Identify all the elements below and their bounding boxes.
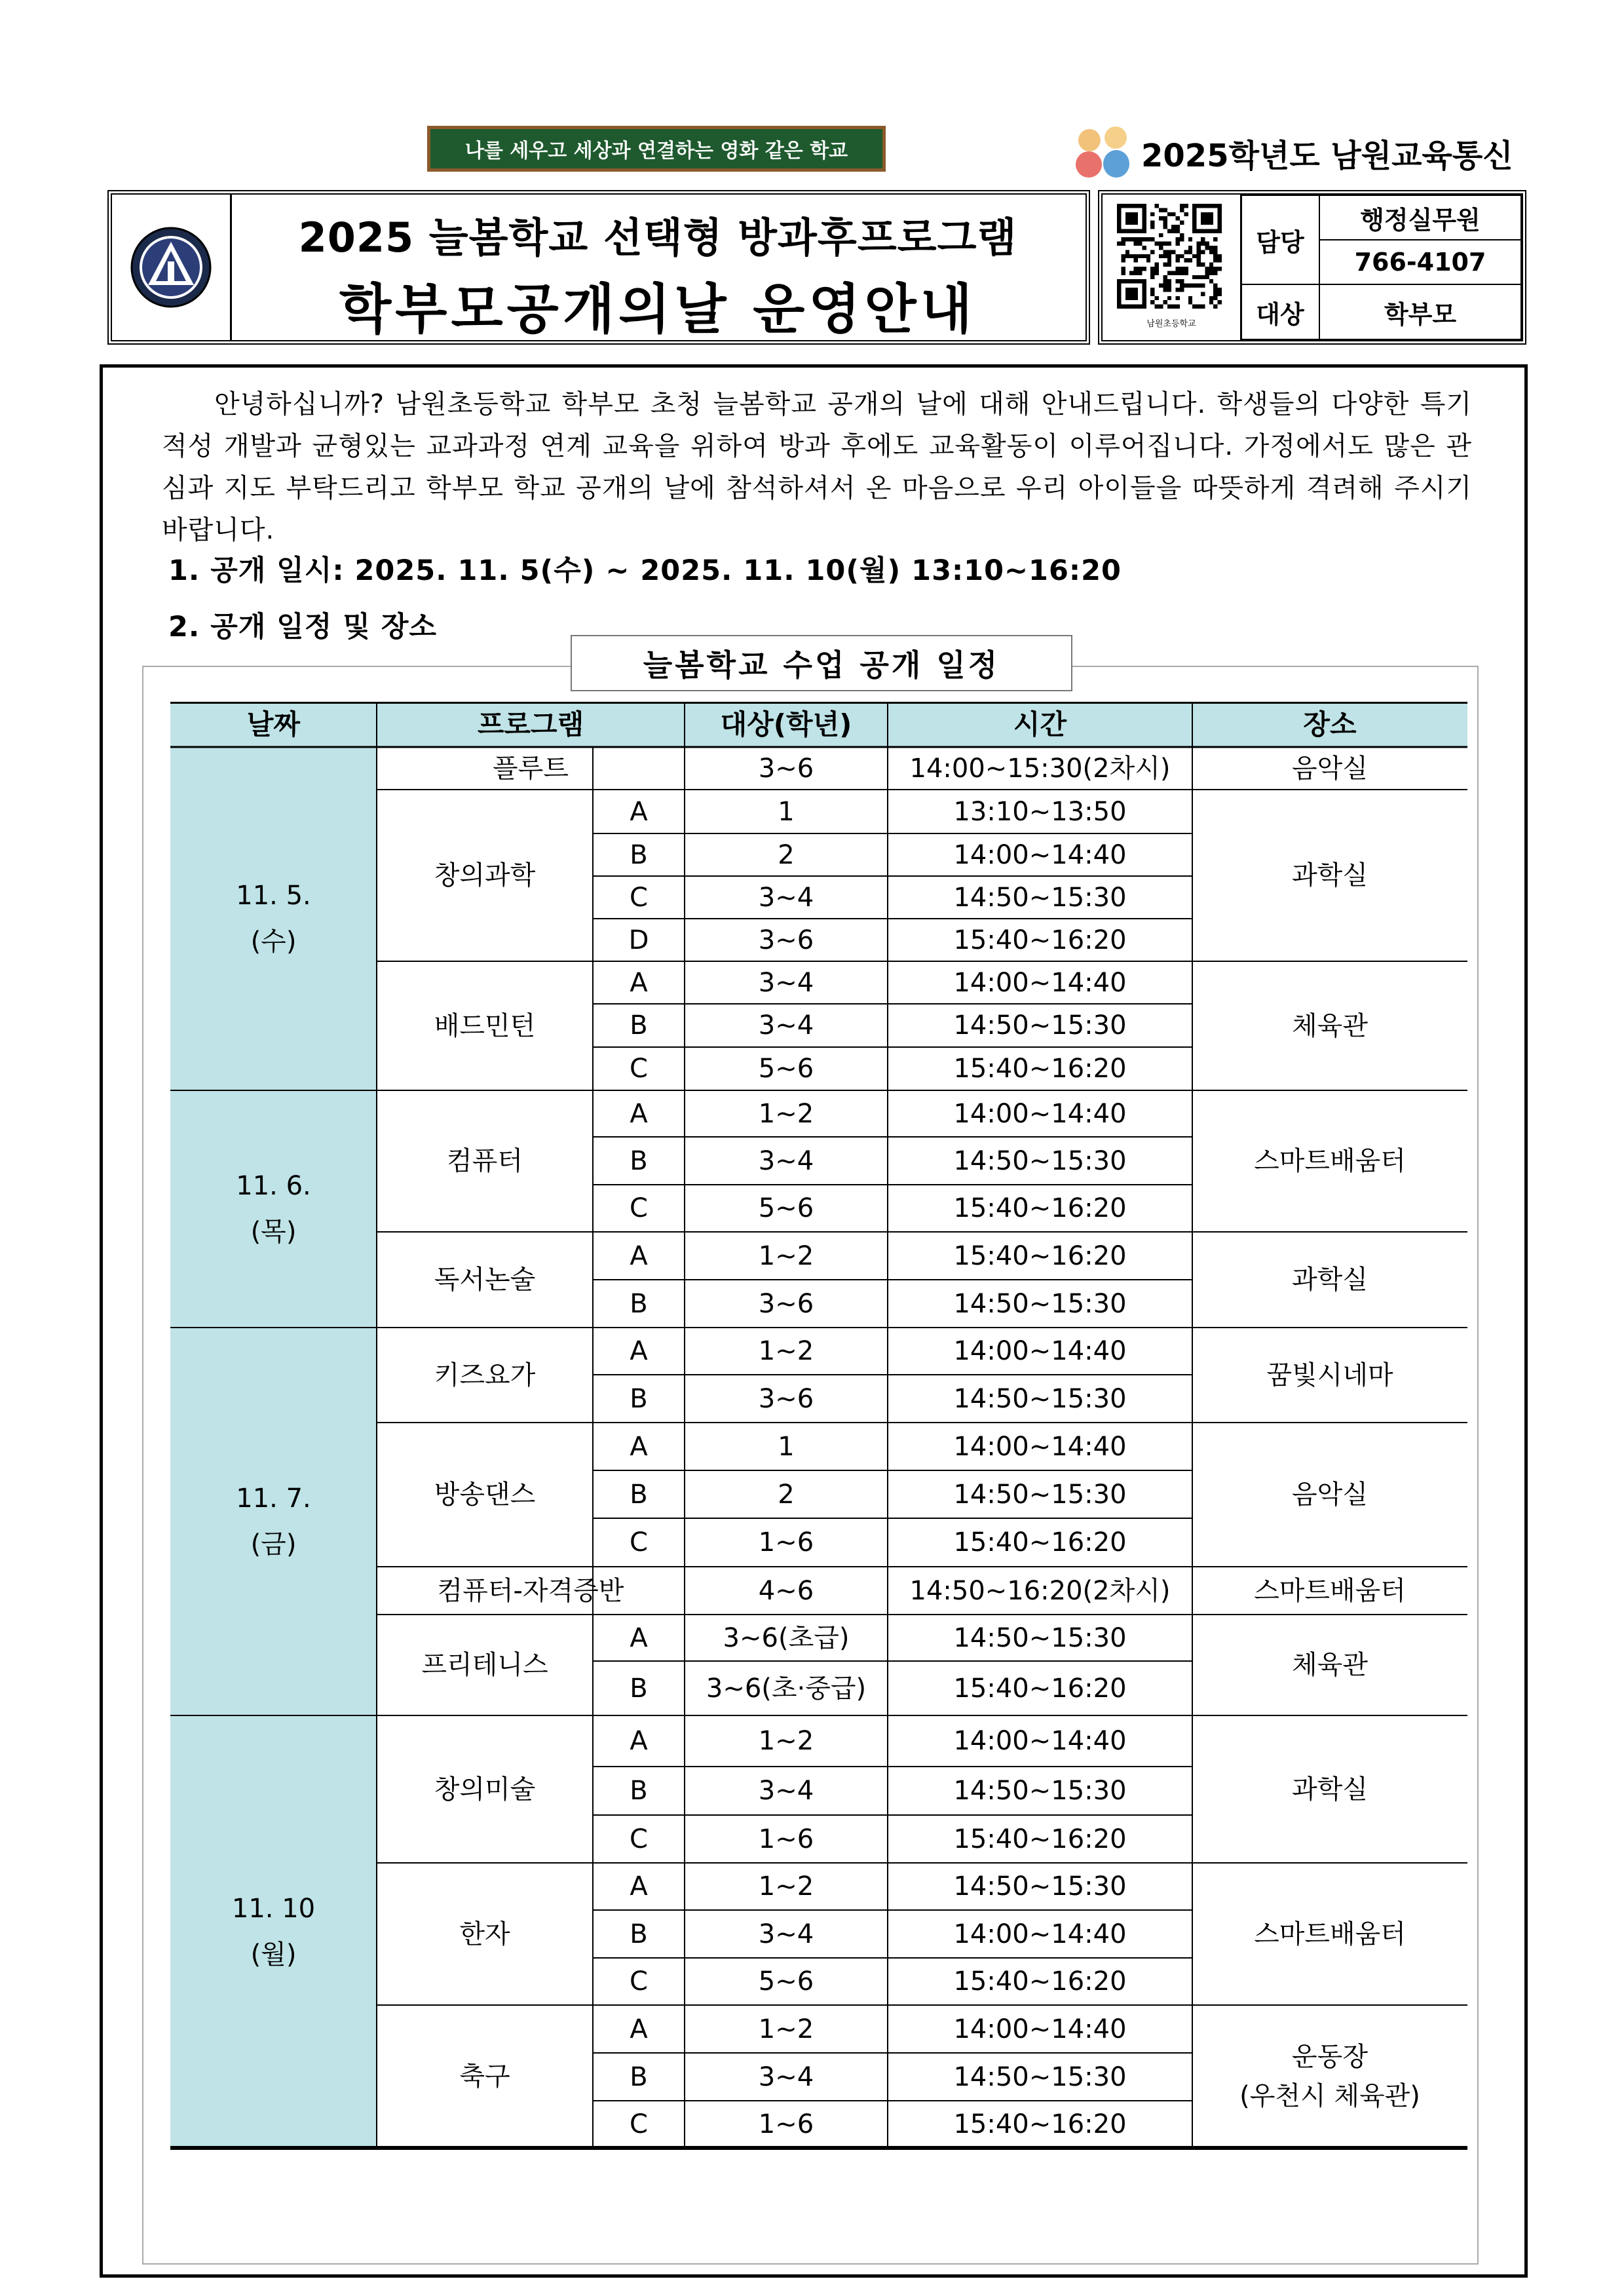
session-grade: 3~6 xyxy=(758,753,814,784)
session-class: B xyxy=(630,1919,648,1949)
session-time: 14:50~15:30 xyxy=(953,1776,1127,1806)
kids-illustration-icon xyxy=(1074,126,1133,179)
program-place: 스마트배움터 xyxy=(1254,1919,1406,1949)
session-time: 14:00~14:40 xyxy=(953,967,1127,998)
table-header-3: 시간 xyxy=(1013,708,1067,740)
session-time: 15:40~16:20 xyxy=(953,1824,1127,1854)
session-time: 15:40~16:20 xyxy=(953,1193,1127,1223)
session-grade: 3~4 xyxy=(758,1145,814,1176)
session-time: 14:00~14:40 xyxy=(953,1431,1127,1462)
session-time: 14:50~15:30 xyxy=(953,1383,1127,1414)
session-grade: 5~6 xyxy=(758,1054,814,1084)
session-grade: 1~2 xyxy=(758,1726,814,1756)
program-name: 플루트 xyxy=(493,753,569,784)
program-place: 스마트배움터 xyxy=(1254,1575,1406,1606)
session-class: C xyxy=(630,1527,648,1558)
session-grade: 3~6(초급) xyxy=(723,1622,850,1653)
target-value: 학부모 xyxy=(1319,284,1522,340)
program-name: 축구 xyxy=(459,2061,510,2092)
session-class: A xyxy=(630,1336,648,1366)
program-place: 체육관 xyxy=(1292,1010,1368,1041)
session-class: A xyxy=(630,967,648,998)
session-class: B xyxy=(630,2061,648,2092)
session-grade: 1~6 xyxy=(758,1824,814,1854)
session-grade: 2 xyxy=(778,839,795,870)
session-time: 15:40~16:20 xyxy=(953,1054,1127,1084)
session-class: B xyxy=(630,1145,648,1176)
program-place: 스마트배움터 xyxy=(1254,1146,1406,1176)
session-class: A xyxy=(630,2014,648,2044)
program-name: 컴퓨터 xyxy=(447,1146,523,1176)
program-name: 컴퓨터-자격증반 xyxy=(437,1575,624,1606)
session-grade: 3~4 xyxy=(758,1776,814,1806)
session-grade: 3~4 xyxy=(758,1010,814,1041)
date-day: (목) xyxy=(250,1217,297,1247)
title-line-1: 2025 늘봄학교 선택형 방과후프로그램 xyxy=(298,214,1017,261)
program-place: 음악실 xyxy=(1292,753,1368,784)
program-place: 과학실 xyxy=(1292,860,1368,890)
session-time: 15:40~16:20 xyxy=(953,925,1127,955)
session-class: B xyxy=(630,1776,648,1806)
target-label: 대상 xyxy=(1240,284,1320,340)
date-label: 11. 6. xyxy=(236,1171,311,1201)
session-grade: 3~6 xyxy=(758,1383,814,1414)
session-time: 14:00~14:40 xyxy=(953,2014,1127,2044)
session-time: 14:00~14:40 xyxy=(953,839,1127,870)
session-class: A xyxy=(630,796,648,827)
session-grade: 3~6 xyxy=(758,925,814,955)
session-class: C xyxy=(630,882,648,913)
session-class: A xyxy=(630,1871,648,1902)
table-header-1: 프로그램 xyxy=(477,708,584,740)
program-place: 과학실 xyxy=(1292,1265,1368,1295)
session-time: 13:10~13:50 xyxy=(953,796,1127,827)
session-class: C xyxy=(630,1824,648,1854)
session-class: C xyxy=(630,1193,648,1223)
session-class: C xyxy=(630,1966,648,1997)
session-grade: 3~6(초·중급) xyxy=(706,1673,867,1704)
session-class: D xyxy=(628,925,649,955)
session-class: A xyxy=(630,1240,648,1271)
session-grade: 1 xyxy=(778,796,795,827)
session-grade: 1~2 xyxy=(758,2014,814,2044)
date-label: 11. 7. xyxy=(236,1483,311,1514)
section-open-dates: 1. 공개 일시: 2025. 11. 5(수) ~ 2025. 11. 10(월) 13:10~16:20 xyxy=(168,554,1122,587)
contact-phone: 766-4107 xyxy=(1319,239,1522,285)
session-grade: 3~4 xyxy=(758,2061,814,2092)
session-class: B xyxy=(630,1383,648,1414)
school-slogan-banner xyxy=(427,126,886,172)
session-class: A xyxy=(630,1431,648,1462)
session-grade: 3~4 xyxy=(758,882,814,913)
session-class: C xyxy=(630,2109,648,2139)
session-time: 15:40~16:20 xyxy=(953,1673,1127,1704)
date-label: 11. 5. xyxy=(236,881,311,911)
program-place: 과학실 xyxy=(1292,1774,1368,1805)
session-class: A xyxy=(630,1098,648,1129)
session-grade: 4~6 xyxy=(758,1575,814,1606)
program-place: 음악실 xyxy=(1292,1480,1368,1510)
contact-role: 행정실무원 xyxy=(1319,195,1522,240)
session-grade: 1~2 xyxy=(758,1336,814,1366)
info-box xyxy=(1098,190,1526,345)
contact-label: 담당 xyxy=(1240,195,1320,285)
session-grade: 3~6 xyxy=(758,1288,814,1319)
session-grade: 3~4 xyxy=(758,967,814,998)
table-header-2: 대상(학년) xyxy=(720,708,852,740)
session-time: 15:40~16:20 xyxy=(953,1966,1127,1997)
session-time: 14:50~15:30 xyxy=(953,1479,1127,1510)
session-class: B xyxy=(630,839,648,870)
session-time: 14:50~15:30 xyxy=(953,1145,1127,1176)
session-class: A xyxy=(630,1726,648,1756)
session-time: 14:50~15:30 xyxy=(953,1288,1127,1319)
date-day: (월) xyxy=(250,1940,297,1970)
table-header-4: 장소 xyxy=(1303,708,1357,740)
session-time: 15:40~16:20 xyxy=(953,1527,1127,1558)
school-emblem-icon xyxy=(128,225,214,310)
program-name: 한자 xyxy=(459,1919,510,1949)
session-time: 14:00~14:40 xyxy=(953,1336,1127,1366)
session-time: 14:00~14:40 xyxy=(953,1726,1127,1756)
session-class: C xyxy=(630,1054,648,1084)
program-place: 체육관 xyxy=(1292,1650,1368,1680)
session-time: 15:40~16:20 xyxy=(953,1240,1127,1271)
program-place: 꿈빛시네마 xyxy=(1266,1360,1393,1390)
program-name: 방송댄스 xyxy=(434,1480,536,1510)
schedule-title: 늘봄학교 수업 공개 일정 xyxy=(571,635,1072,691)
session-time: 14:00~14:40 xyxy=(953,1098,1127,1129)
program-place: 운동장 (우천시 체육관) xyxy=(1239,2042,1420,2111)
session-time: 15:40~16:20 xyxy=(953,2109,1127,2139)
session-class: B xyxy=(630,1673,648,1704)
qr-caption: 남원초등학교 xyxy=(1146,319,1196,329)
session-class: B xyxy=(630,1010,648,1041)
session-grade: 1~2 xyxy=(758,1098,814,1129)
session-class: B xyxy=(630,1288,648,1319)
newsletter-issue xyxy=(1074,123,1526,182)
session-grade: 5~6 xyxy=(758,1193,814,1223)
intro-paragraph xyxy=(162,383,1472,551)
date-day: (금) xyxy=(250,1529,297,1559)
section-schedule-heading: 2. 공개 일정 및 장소 xyxy=(168,611,437,643)
session-time: 14:00~14:40 xyxy=(953,1919,1127,1949)
title-line-2: 학부모공개의날 운영안내 xyxy=(339,278,976,341)
session-time: 14:50~15:30 xyxy=(953,882,1127,913)
session-time: 14:50~15:30 xyxy=(953,1010,1127,1041)
session-grade: 3~4 xyxy=(758,1919,814,1949)
intro-text: 안녕하십니까? 남원초등학교 학부모 초청 늘봄학교 공개의 날에 대해 안내드립니다. 학생들의 다양한 특기 적성 개발과 균형있는 교과과정 연계 교육을 위하여 방과 후에도 교육활동이 이루어집니다. 가정에서도 많은 관심과 지도 부탁드리고 학부모 학교 공개의 날에 참석하셔서 온 마음으로 우리 아이들을 따뜻하게 격려해 주시기 바랍니다. xyxy=(162,389,1472,545)
session-time: 14:50~16:20(2차시) xyxy=(909,1575,1171,1606)
qr-cell xyxy=(1103,195,1242,340)
date-day: (수) xyxy=(250,927,297,957)
table-grid xyxy=(170,702,1467,2175)
session-time: 14:00~15:30(2차시) xyxy=(909,753,1171,784)
session-grade: 1~6 xyxy=(758,2109,814,2139)
table-header-0: 날짜 xyxy=(246,708,301,740)
session-time: 14:50~15:30 xyxy=(953,2061,1127,2092)
program-name: 키즈요가 xyxy=(434,1360,536,1390)
session-class: A xyxy=(630,1622,648,1653)
session-grade: 1 xyxy=(778,1431,795,1462)
school-logo-cell xyxy=(112,195,232,340)
issue-label: 2025학년도 남원교육통신 xyxy=(1141,137,1513,174)
session-grade: 1~2 xyxy=(758,1240,814,1271)
session-grade: 1~6 xyxy=(758,1527,814,1558)
slogan-text: 나를 세우고 세상과 연결하는 영화 같은 학교 xyxy=(464,140,848,163)
schedule-table xyxy=(170,702,1467,2175)
session-class: B xyxy=(630,1479,648,1510)
session-time: 14:50~15:30 xyxy=(953,1871,1127,1902)
program-name: 창의미술 xyxy=(434,1774,536,1805)
program-name: 프리테니스 xyxy=(421,1650,548,1680)
session-grade: 5~6 xyxy=(758,1966,814,1997)
program-name: 창의과학 xyxy=(434,860,536,890)
date-label: 11. 10 xyxy=(231,1894,316,1924)
session-grade: 2 xyxy=(778,1479,795,1510)
session-grade: 1~2 xyxy=(758,1871,814,1902)
qr-code-icon[interactable] xyxy=(1117,204,1222,309)
program-name: 배드민턴 xyxy=(434,1010,536,1041)
title-box xyxy=(107,190,1090,345)
session-time: 14:50~15:30 xyxy=(953,1622,1127,1653)
program-name: 독서논술 xyxy=(434,1265,536,1295)
